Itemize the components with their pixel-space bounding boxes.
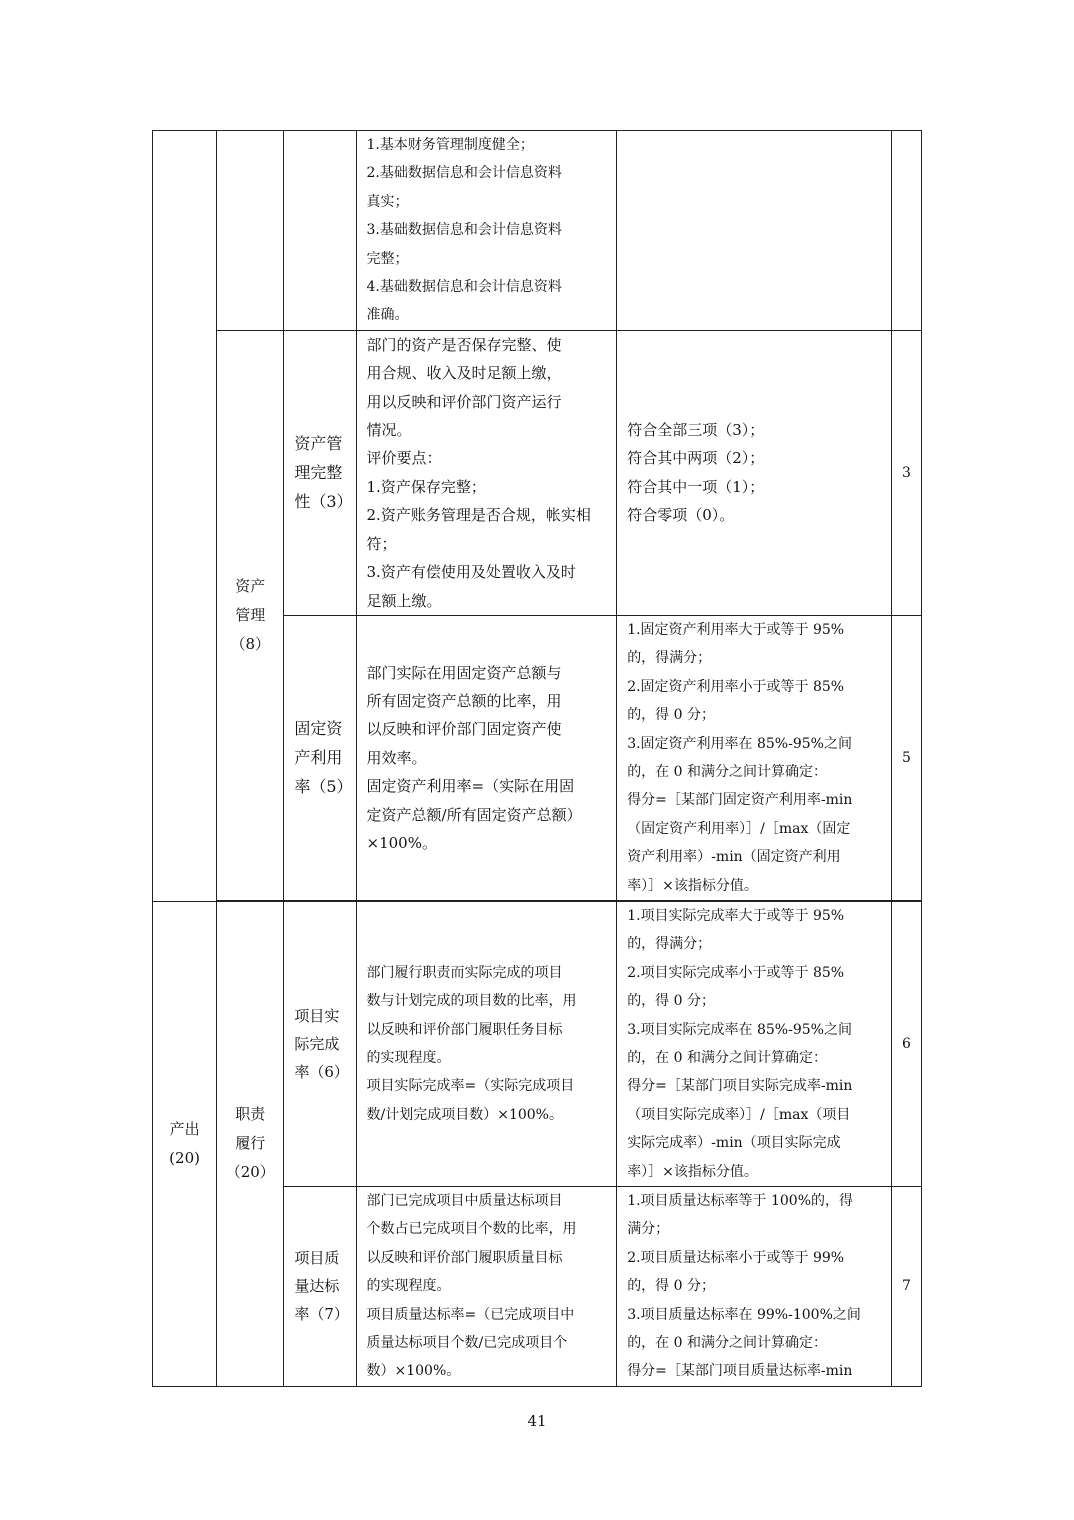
project-quality-scoring <box>617 1187 891 1386</box>
fixed-asset-scoring-line: 得分=［某部门固定资产利用率-min <box>627 792 853 809</box>
page-number: 41 <box>527 1412 547 1430</box>
project-quality-scoring-line: 的，得 0 分； <box>627 1278 715 1295</box>
project-completion-scoring-line: 2.项目实际完成率小于或等于 85% <box>627 964 845 981</box>
project-completion-scoring-cell <box>617 901 892 1186</box>
asset-mgmt-category-text-line: （8） <box>230 634 271 653</box>
project-completion-description-line: 数与计划完成的项目数的比率，用 <box>366 993 577 1010</box>
project-completion-scoring-line: 的，得 0 分； <box>627 993 715 1010</box>
fixed-asset-name-cell <box>284 615 356 900</box>
criteria-lines-line: 完整； <box>366 250 409 267</box>
asset-integrity-description <box>357 331 617 615</box>
indicator-table <box>152 130 922 1380</box>
level1-cell-empty <box>153 131 217 902</box>
criteria-lines-line: 3.基础数据信息和会计信息资料 <box>366 222 562 239</box>
fixed-asset-name <box>284 714 355 801</box>
score-cell-empty <box>891 131 921 331</box>
project-quality-scoring-cell <box>617 1187 892 1387</box>
asset-integrity-description-line: 用以反映和评价部门资产运行 <box>366 392 562 411</box>
project-completion-scoring-line: 1.项目实际完成率大于或等于 95% <box>627 907 845 924</box>
project-completion-name-line: 项目实 <box>294 1007 340 1025</box>
fixed-asset-description-line: 部门实际在用固定资产总额与 <box>366 663 562 682</box>
level2-cell-empty <box>217 131 284 331</box>
indicator-name-cell-empty <box>284 131 356 331</box>
fixed-asset-score: 5 <box>891 615 921 900</box>
fixed-asset-description <box>357 659 617 858</box>
project-completion-score: 6 <box>891 901 921 1186</box>
asset-mgmt-category-text-line: 管理 <box>235 605 266 624</box>
duty-subcategory-text <box>217 1100 283 1187</box>
project-completion-name-line: 率（6） <box>294 1063 349 1081</box>
project-quality-score: 7 <box>891 1187 921 1387</box>
asset-integrity-description-line: 情况。 <box>366 421 412 440</box>
fixed-asset-scoring-line: 资产利用率）-min（固定资产利用 <box>627 849 841 866</box>
project-completion-scoring-line: （项目实际完成率）］/［max（项目 <box>627 1106 851 1123</box>
fixed-asset-scoring-line: 2.固定资产利用率小于或等于 85% <box>627 678 845 695</box>
asset-integrity-scoring-line: 符合其中两项（2）； <box>627 449 765 468</box>
asset-integrity-name-cell <box>284 330 356 615</box>
project-quality-name <box>284 1244 355 1328</box>
project-completion-description-line: 项目实际完成率=（实际完成项目 <box>366 1078 575 1095</box>
project-quality-description-line: 以反映和评价部门履职质量目标 <box>366 1249 563 1266</box>
project-completion-description-line: 以反映和评价部门履职任务目标 <box>366 1021 563 1038</box>
project-quality-scoring-line: 3.项目质量达标率在 99%-100%之间 <box>627 1306 861 1323</box>
asset-integrity-description-cell <box>356 330 617 615</box>
fixed-asset-description-line: 定资产总额/所有固定资产总额） <box>366 805 582 824</box>
duty-subcategory-text-line: 履行 <box>235 1134 266 1153</box>
project-completion-scoring-line: 的，在 0 和满分之间计算确定： <box>627 1050 827 1066</box>
project-completion-scoring-line: 率）］×该指标分值。 <box>627 1163 758 1180</box>
asset-mgmt-category-text-line: 资产 <box>235 576 266 595</box>
fixed-asset-scoring-line: 率）］×该指标分值。 <box>627 877 758 894</box>
asset-integrity-name <box>284 429 355 516</box>
project-quality-scoring-line: 得分=［某部门项目质量达标率-min <box>627 1363 853 1380</box>
asset-integrity-name-line: 理完整 <box>294 463 343 483</box>
asset-integrity-scoring-line: 符合全部三项（3）； <box>627 421 765 440</box>
asset-integrity-name-line: 性（3） <box>294 492 353 512</box>
fixed-asset-scoring <box>617 616 891 900</box>
project-quality-description-line: 质量达标项目个数/已完成项目个 <box>366 1335 568 1352</box>
fixed-asset-scoring-line: （固定资产利用率）］/［max（固定 <box>627 820 851 837</box>
project-completion-scoring-line: 实际完成率）-min（项目实际完成 <box>627 1135 841 1152</box>
asset-integrity-description-line: 用合规、收入及时足额上缴， <box>366 364 562 383</box>
project-quality-scoring-line: 2.项目质量达标率小于或等于 99% <box>627 1249 845 1266</box>
asset-integrity-scoring <box>617 416 891 530</box>
duty-subcategory-text-line: 职责 <box>235 1105 266 1124</box>
fixed-asset-scoring-line: 的，在 0 和满分之间计算确定： <box>627 763 827 780</box>
project-quality-name-line: 项目质 <box>294 1249 340 1268</box>
project-completion-scoring-line: 得分=［某部门项目实际完成率-min <box>627 1078 853 1095</box>
project-completion-name-cell <box>284 901 356 1186</box>
asset-integrity-name-line: 资产管 <box>294 434 343 454</box>
asset-integrity-score: 3 <box>891 330 921 615</box>
fixed-asset-scoring-line: 1.固定资产利用率大于或等于 95% <box>627 621 845 638</box>
project-completion-scoring-line: 的，得满分； <box>627 936 712 953</box>
project-quality-name-line: 率（7） <box>294 1305 349 1324</box>
fixed-asset-name-line: 率（5） <box>294 777 353 797</box>
project-quality-scoring-line: 的，在 0 和满分之间计算确定： <box>627 1335 827 1352</box>
criteria-lines-line: 1.基本财务管理制度健全； <box>366 137 534 153</box>
criteria-lines <box>357 131 617 330</box>
project-quality-description-line: 项目质量达标率=（已完成项目中 <box>366 1306 575 1323</box>
criteria-lines-line: 2.基础数据信息和会计信息资料 <box>366 165 562 182</box>
criteria-lines-line: 真实； <box>366 193 409 210</box>
project-quality-description-cell <box>356 1187 617 1387</box>
project-quality-description <box>357 1187 617 1386</box>
output-category-text-line: (20) <box>169 1148 200 1167</box>
duty-subcategory-text-line: （20） <box>225 1163 275 1182</box>
project-quality-scoring-line: 1.项目质量达标率等于 100%的，得 <box>627 1193 854 1210</box>
fixed-asset-description-cell <box>356 615 617 900</box>
output-category-text-line: 产出 <box>169 1119 200 1138</box>
fixed-asset-name-line: 产利用 <box>294 748 343 768</box>
project-completion-name <box>284 1002 355 1086</box>
asset-mgmt-category-text <box>217 572 283 659</box>
asset-mgmt-category <box>217 330 284 900</box>
fixed-asset-description-line: 用效率。 <box>366 748 427 767</box>
asset-integrity-scoring-line: 符合零项（0）。 <box>627 506 735 525</box>
asset-integrity-description-line: 2.资产账务管理是否合规，帐实相 <box>366 506 591 525</box>
criteria-lines-line: 准确。 <box>366 307 409 324</box>
project-completion-description-cell <box>356 901 617 1186</box>
fixed-asset-scoring-cell <box>617 615 892 900</box>
asset-integrity-description-line: 评价要点： <box>366 449 442 468</box>
fixed-asset-description-line: 所有固定资产总额的比率，用 <box>366 691 562 710</box>
project-completion-description-line: 数/计划完成项目数）×100%。 <box>366 1106 563 1123</box>
project-quality-description-line: 的实现程度。 <box>366 1278 451 1295</box>
criteria-cell <box>356 131 617 331</box>
output-category <box>153 901 217 1386</box>
output-category-text <box>153 1115 216 1173</box>
asset-integrity-description-line: 符； <box>366 534 397 553</box>
asset-integrity-description-line: 部门的资产是否保存完整、使 <box>366 335 562 354</box>
project-completion-name-line: 际完成 <box>294 1035 340 1053</box>
asset-integrity-description-line: 1.资产保存完整； <box>366 477 486 496</box>
project-quality-scoring-line: 满分； <box>627 1221 670 1238</box>
fixed-asset-scoring-line: 3.固定资产利用率在 85%-95%之间 <box>627 735 852 752</box>
asset-integrity-description-line: 足额上缴。 <box>366 591 442 610</box>
project-completion-scoring <box>617 902 891 1186</box>
project-completion-description-line: 部门履行职责而实际完成的项目 <box>366 964 563 981</box>
fixed-asset-name-line: 固定资 <box>294 719 343 739</box>
project-quality-description-line: 部门已完成项目中质量达标项目 <box>366 1193 563 1210</box>
duty-subcategory <box>217 901 284 1386</box>
project-completion-scoring-line: 3.项目实际完成率在 85%-95%之间 <box>627 1021 852 1038</box>
scoring-cell-empty <box>617 131 892 331</box>
project-quality-description-line: 个数占已完成项目个数的比率，用 <box>366 1221 577 1238</box>
fixed-asset-scoring-line: 的，得 0 分； <box>627 707 715 724</box>
fixed-asset-description-line: 以反映和评价部门固定资产使 <box>366 720 562 739</box>
project-quality-name-line: 量达标 <box>294 1277 340 1296</box>
fixed-asset-scoring-line: 的，得满分； <box>627 650 712 667</box>
asset-integrity-scoring-line: 符合其中一项（1）； <box>627 477 765 496</box>
fixed-asset-description-line: ×100%。 <box>366 833 437 852</box>
criteria-lines-line: 4.基础数据信息和会计信息资料 <box>366 279 562 296</box>
asset-integrity-description-line: 3.资产有偿使用及处置收入及时 <box>366 563 576 582</box>
project-quality-description-line: 数）×100%。 <box>366 1363 461 1380</box>
project-completion-description <box>357 959 617 1129</box>
project-quality-name-cell <box>284 1187 356 1387</box>
fixed-asset-description-line: 固定资产利用率=（实际在用固 <box>366 777 575 796</box>
project-completion-description-line: 的实现程度。 <box>366 1050 451 1066</box>
asset-integrity-scoring-cell <box>617 330 892 615</box>
